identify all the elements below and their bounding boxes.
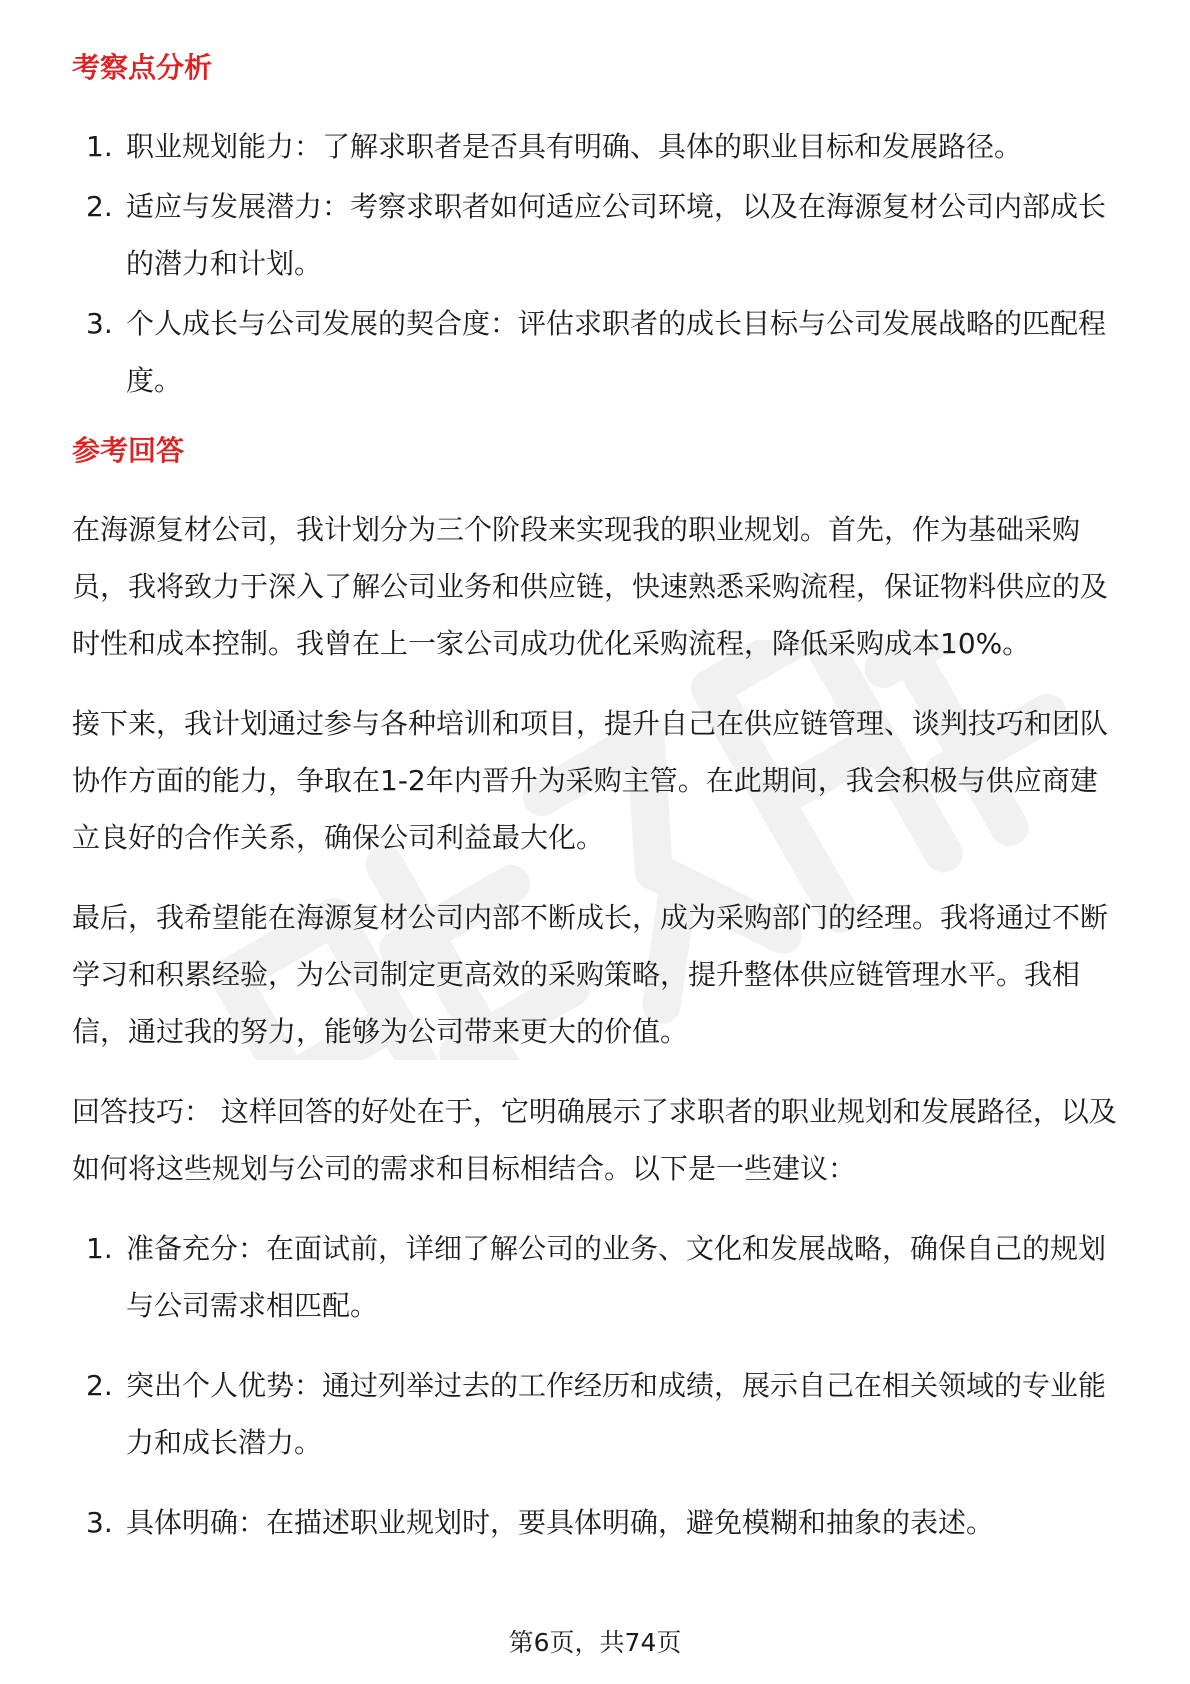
list-number: 1. [86, 130, 113, 163]
list-number: 2. [86, 190, 113, 223]
list-number: 1. [86, 1232, 113, 1265]
list-item [72, 1357, 1118, 1471]
analysis-list [72, 118, 1118, 409]
list-item [72, 1494, 1118, 1551]
list-item-text: 职业规划能力：了解求职者是否具有明确、具体的职业目标和发展路径。 [126, 130, 1023, 163]
list-item [72, 118, 1118, 175]
list-item-text: 准备充分：在面试前，详细了解公司的业务、文化和发展战略，确保自己的规划与公司需求相匹配。 [126, 1232, 1107, 1322]
answer-paragraph: 最后，我希望能在海源复材公司内部不断成长，成为采购部门的经理。我将通过不断学习和积累经验，为公司制定更高效的采购策略，提升整体供应链管理水平。我相信，通过我的努力，能够为公司带来更大的价值。 [72, 901, 1109, 1048]
list-item [72, 1220, 1118, 1334]
list-item-text: 具体明确：在描述职业规划时，要具体明确，避免模糊和抽象的表述。 [126, 1506, 995, 1539]
list-number: 3. [86, 307, 113, 340]
tips-list [72, 1220, 1118, 1551]
section-heading-reference-answer: 参考回答 [72, 434, 185, 467]
answer-paragraph: 接下来，我计划通过参与各种培训和项目，提升自己在供应链管理、谈判技巧和团队协作方面的能力，争取在1-2年内晋升为采购主管。在此期间，我会积极与供应商建立良好的合作关系，确保公司利益最大化。 [72, 707, 1109, 854]
list-item [72, 178, 1118, 292]
list-item-text: 适应与发展潜力：考察求职者如何适应公司环境，以及在海源复材公司内部成长的潜力和计划。 [126, 190, 1107, 280]
list-number: 3. [86, 1506, 113, 1539]
list-item [72, 295, 1118, 409]
list-number: 2. [86, 1369, 113, 1402]
answer-paragraph: 在海源复材公司，我计划分为三个阶段来实现我的职业规划。首先，作为基础采购员，我将致力于深入了解公司业务和供应链，快速熟悉采购流程，保证物料供应的及时性和成本控制。我曾在上一家公司成功优化采购流程，降低采购成本10%。 [72, 513, 1109, 660]
list-item-text: 个人成长与公司发展的契合度：评估求职者的成长目标与公司发展战略的匹配程度。 [126, 307, 1107, 397]
page-footer: 第6页，共74页 [508, 1628, 682, 1657]
content-area [72, 48, 1118, 1551]
list-item-text: 突出个人优势：通过列举过去的工作经历和成绩，展示自己在相关领域的专业能力和成长潜力。 [126, 1369, 1107, 1459]
section-heading-analysis: 考察点分析 [72, 51, 213, 84]
tips-intro-paragraph: 回答技巧： 这样回答的好处在于，它明确展示了求职者的职业规划和发展路径，以及如何将这些规划与公司的需求和目标相结合。以下是一些建议： [72, 1095, 1117, 1185]
